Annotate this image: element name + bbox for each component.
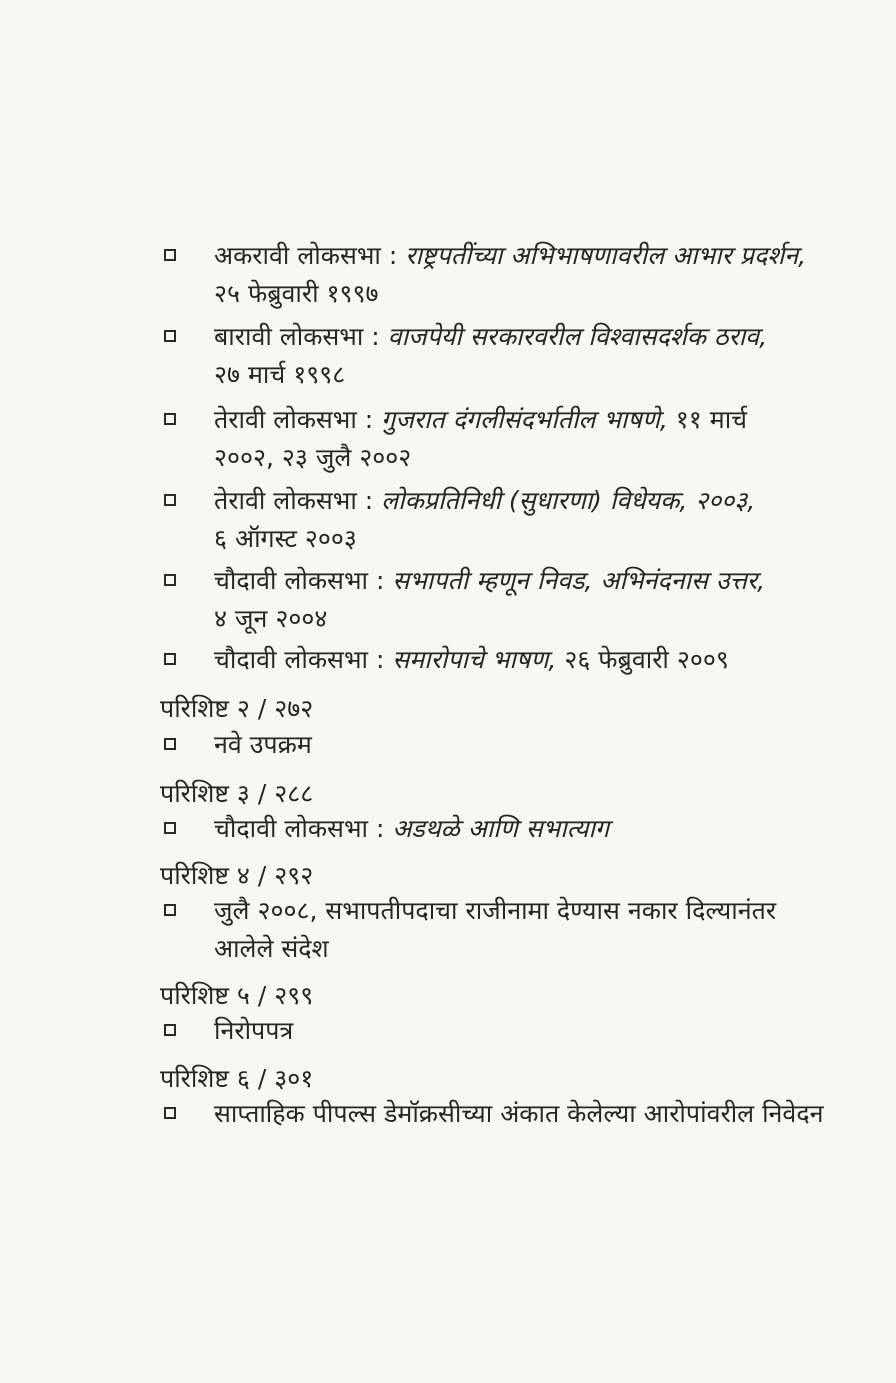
list-item: [158, 892, 838, 968]
list-item-date: ४ जून २००४: [214, 604, 328, 633]
checkbox-square-icon: [164, 738, 176, 750]
list-item-date: २७ मार्च १९९८: [214, 360, 346, 389]
list-item-text: साप्ताहिक पीपल्स डेमॉक्रसीच्या अंकात केलेल्या आरोपांवरील निवेदन: [214, 1099, 824, 1128]
list-item-title: समारोपाचे भाषण,: [392, 645, 557, 674]
list-item-text: [214, 318, 838, 394]
checkbox-square-icon: [164, 1107, 176, 1119]
appendix-heading: परिशिष्ट ४ / २९२: [160, 861, 314, 890]
list-item-label: बारावी लोकसभा :: [214, 322, 380, 351]
list-item-title: लोकप्रतिनिधी (सुधारणा) विधेयक, २००३,: [381, 486, 756, 515]
list-item: [158, 237, 838, 313]
list-item-text: [214, 482, 838, 558]
list-item-label: चौदावी लोकसभा :: [214, 645, 385, 674]
appendix-heading: परिशिष्ट २ / २७२: [160, 694, 314, 723]
list-item: [158, 318, 838, 394]
checkbox-square-icon: [164, 494, 176, 506]
list-item-label: चौदावी लोकसभा :: [214, 814, 385, 843]
list-item-title: सभापती म्हणून निवड, अभिनंदनास उत्तर,: [392, 566, 766, 595]
list-item-label: तेरावी लोकसभा :: [214, 486, 374, 515]
list-item-title: गुजरात दंगलीसंदर्भातील भाषणे,: [381, 405, 668, 434]
list-item-date: २००२, २३ जुलै २००२: [214, 443, 412, 472]
checkbox-square-icon: [164, 249, 176, 261]
appendix-heading: परिशिष्ट ५ / २९९: [160, 981, 314, 1010]
checkbox-square-icon: [164, 822, 176, 834]
list-item: [158, 401, 838, 477]
checkbox-square-icon: [164, 330, 176, 342]
checkbox-square-icon: [164, 574, 176, 586]
list-item: [158, 562, 838, 638]
list-item-date: २५ फेब्रुवारी १९९७: [214, 279, 379, 308]
appendix-heading: परिशिष्ट ६ / ३०१: [160, 1064, 314, 1093]
list-item: [158, 1095, 838, 1133]
list-item: [158, 726, 838, 764]
list-item: [158, 1012, 838, 1050]
list-item-tail: २६ फेब्रुवारी २००९: [564, 645, 729, 674]
list-item-line: जुलै २००८, सभापतीपदाचा राजीनामा देण्यास नकार दिल्यानंतर: [214, 896, 777, 925]
list-item: [158, 810, 838, 848]
list-item-text: निरोपपत्र: [214, 1016, 294, 1045]
list-item-text: [214, 401, 838, 477]
list-item-text: [214, 237, 838, 313]
list-item-line: आलेले संदेश: [214, 934, 329, 963]
checkbox-square-icon: [164, 653, 176, 665]
appendix-heading: परिशिष्ट ३ / २८८: [160, 779, 314, 808]
list-item-text: [214, 892, 838, 968]
checkbox-square-icon: [164, 413, 176, 425]
list-item-title: राष्ट्रपतींच्या अभिभाषणावरील आभार प्रदर्शन,: [405, 241, 807, 270]
checkbox-square-icon: [164, 904, 176, 916]
checkbox-square-icon: [164, 1024, 176, 1036]
list-item-title: वाजपेयी सरकारवरील विश्वासदर्शक ठराव,: [387, 322, 768, 351]
list-item-label: तेरावी लोकसभा :: [214, 405, 374, 434]
list-item-text: नवे उपक्रम: [214, 730, 312, 759]
list-item-text: [214, 641, 838, 679]
list-item-label: चौदावी लोकसभा :: [214, 566, 385, 595]
list-item-text: [214, 562, 838, 638]
list-item-text: [214, 810, 838, 848]
list-item: [158, 482, 838, 558]
list-item-date: ६ ऑगस्ट २००३: [214, 524, 357, 553]
list-item-label: अकरावी लोकसभा :: [214, 241, 398, 270]
list-item-title: अडथळे आणि सभात्याग: [392, 814, 610, 843]
list-item: [158, 641, 838, 679]
list-item-tail: ११ मार्च: [675, 405, 748, 434]
